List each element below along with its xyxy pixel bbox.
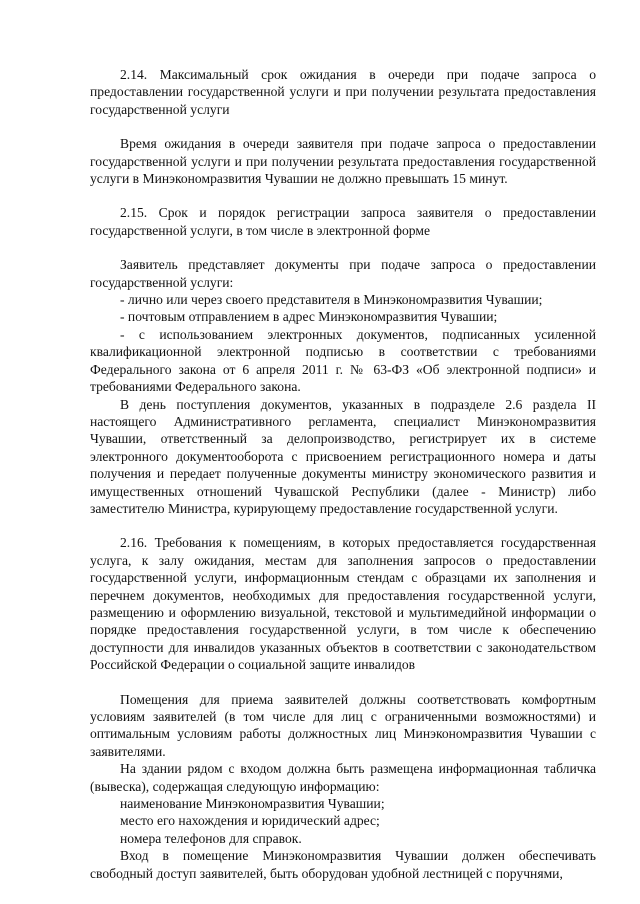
list-item: номера телефонов для справок. [120,830,302,846]
section-2-16-text-1: Помещения для приема заявителей должны соответствовать комфортным условиям заявителей (в том числе для лиц с ограниченными возможностями) и оптимальным условиям работы должностных лиц Минэкономразвития Чувашии с заявителями. [90,691,596,759]
list-item: наименование Минэкономразвития Чувашии; [120,796,385,812]
list-item: - почтовым отправлением в адрес Минэкономразвития Чувашии; [120,309,498,325]
list-item: - с использованием электронных документов, подписанных усиленной квалификационной электронной подписью в соответствии с требованиями Федерального закона от 6 апреля 2011 г. № 63-ФЗ «Об электронной подписи» и требованиями Федерального закона. [90,326,596,395]
section-2-16-heading: 2.16. Требования к помещениям, в которых предоставляется государственная услуга, к залу ожидания, местам для заполнения запросов о предоставлении государственной услуги, информационным стендам с образцами их заполнения и перечнем документов, необходимых для предоставления государственной услуги, размещению и оформлению визуальной, текстовой и мультимедийной информации о порядке предоставления государственной услуги, в том числе к обеспечению доступности для инвалидов указанных объектов в соответствии с законодательством Российской Федерации о социальной защите инвалидов [90,535,596,673]
section-2-14-text: Время ожидания в очереди заявителя при подаче запроса о предоставлении государственной услуги и при получении результата предоставления государственной услуги в Минэкономразвития Чувашии не должно превышать 15 минут. [90,136,596,187]
list-item: - лично или через своего представителя в Минэкономразвития Чувашии; [120,292,543,308]
section-2-14-heading: 2.14. Максимальный срок ожидания в очереди при подаче запроса о предоставлении государственной услуги и при получении результата предоставления государственной услуги [90,67,596,117]
section-2-16-text-2: На здании рядом с входом должна быть размещена информационная табличка (вывеска), содержащая следующую информацию: [90,761,596,794]
document-page [90,66,596,882]
section-2-15-intro: Заявитель представляет документы при подаче запроса о предоставлении государственной услуги: [90,257,596,290]
section-2-15-text: В день поступления документов, указанных в подразделе 2.6 раздела II настоящего Административного регламента, специалист Минэкономразвития Чувашии, ответственный за делопроизводство, регистрирует их в системе электронного документооборота с присвоением регистрационного номера и даты получения и передает полученные документы министру экономического развития и имущественных отношений Чувашской Республики (далее - Министр) либо заместителю Министра, курирующему предоставление государственной услуги. [90,396,596,516]
section-2-15-heading: 2.15. Срок и порядок регистрации запроса заявителя о предоставлении государственной услуги, в том числе в электронной форме [90,205,596,238]
list-item: место его нахождения и юридический адрес; [120,813,380,829]
section-2-16-text-3: Вход в помещение Минэкономразвития Чувашии должен обеспечивать свободный доступ заявителей, быть оборудован удобной лестницей с поручнями, [90,848,596,881]
